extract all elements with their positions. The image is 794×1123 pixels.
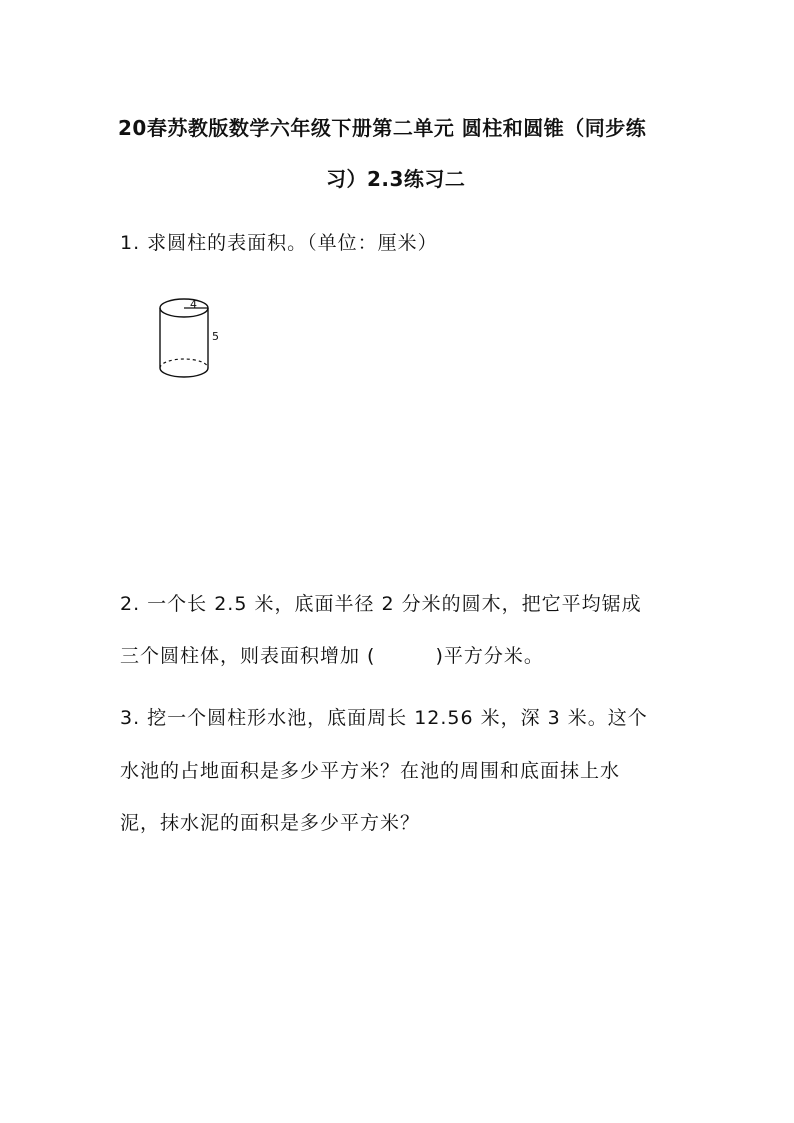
page-title-line-1: 20春苏教版数学六年级下册第二单元 圆柱和圆锥（同步练 (118, 116, 647, 140)
cylinder-bottom-back (160, 359, 208, 368)
question-3-line-1: 3. 挖一个圆柱形水池，底面周长 12.56 米，深 3 米。这个 (120, 707, 648, 729)
cylinder-figure (150, 288, 230, 388)
question-3-line-2: 水池的占地面积是多少平方米？在池的周围和底面抹上水 (120, 760, 621, 782)
page-title-line-2: 习）2.3练习二 (326, 167, 466, 191)
cylinder-radius-label: 4 (190, 298, 197, 311)
question-1-text: 1. 求圆柱的表面积。（单位：厘米） (120, 232, 438, 254)
cylinder-bottom-front (160, 368, 208, 377)
question-3-line-3: 泥，抹水泥的面积是多少平方米？ (120, 812, 421, 834)
question-2-line-2-before: 三个圆柱体，则表面积增加 ( (120, 645, 376, 667)
question-2-line-1: 2. 一个长 2.5 米，底面半径 2 分米的圆木，把它平均锯成 (120, 593, 642, 615)
cylinder-height-label: 5 (212, 330, 219, 343)
question-2-line-2-after: )平方分米。 (435, 645, 544, 667)
question-2-line-2 (120, 641, 544, 668)
